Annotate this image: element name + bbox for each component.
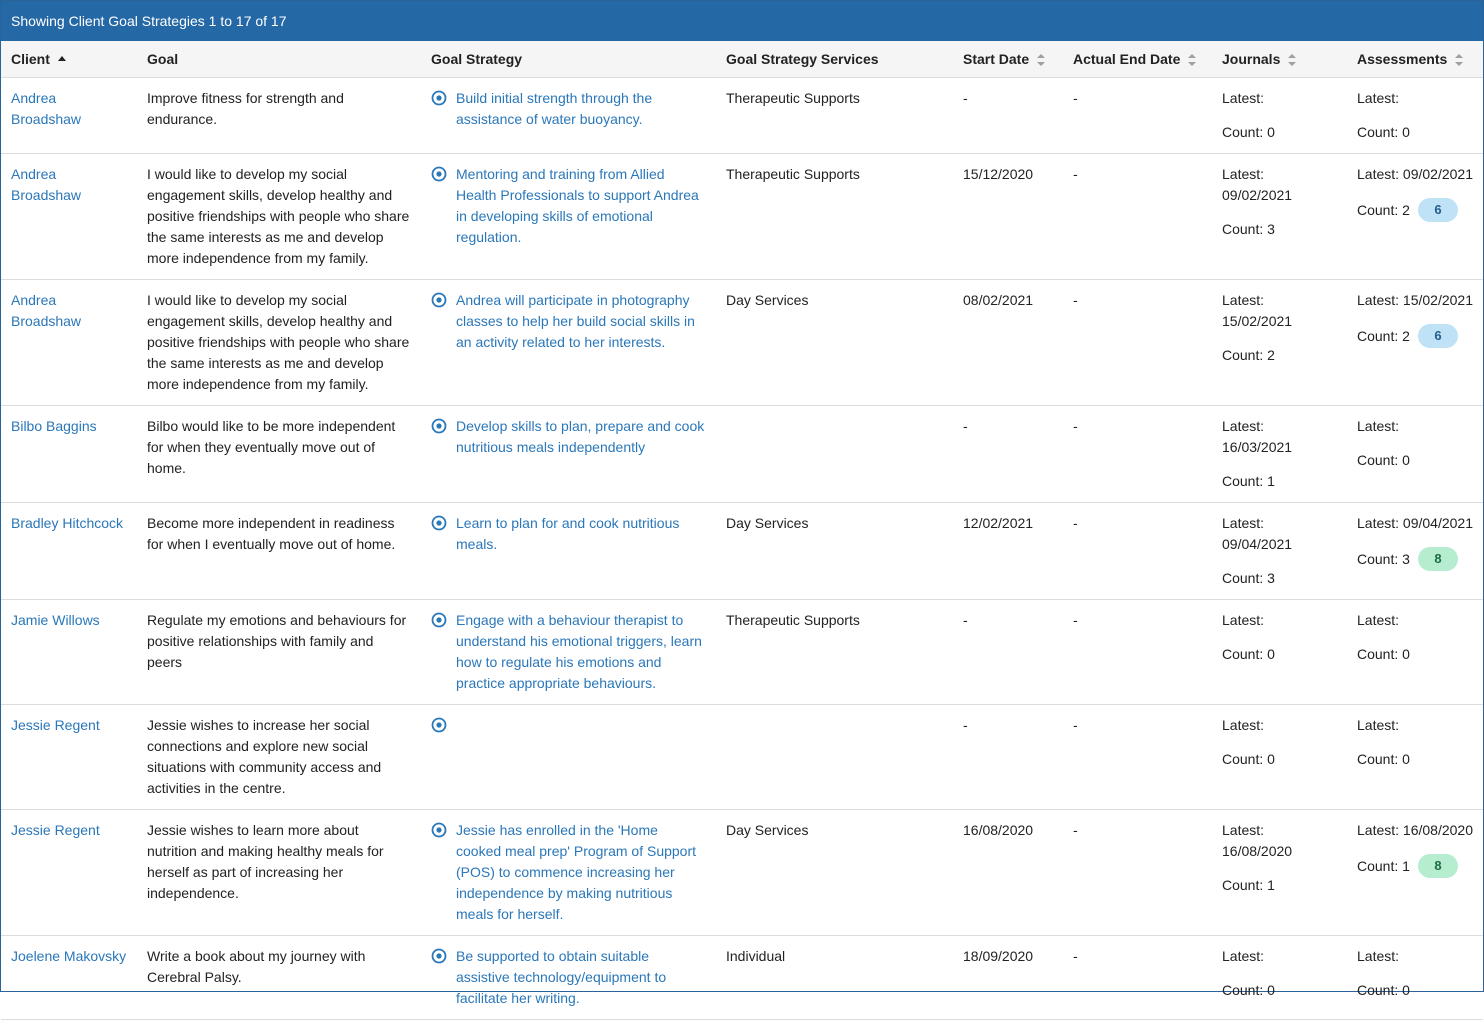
goal-cell: I would like to develop my social engagement skills, develop healthy and positive friendships with people who share the same interests as me and develop more independence from my family.	[137, 280, 421, 406]
start-date-cell: 16/08/2020	[953, 810, 1063, 936]
assessments-cell	[1347, 154, 1483, 280]
client-cell	[1, 810, 137, 936]
table-row	[1, 78, 1483, 154]
target-icon[interactable]	[431, 90, 447, 106]
sort-arrows-icon	[1037, 54, 1045, 66]
client-link[interactable]: Andrea Broadshaw	[11, 292, 82, 329]
assessments-cell	[1347, 705, 1483, 810]
strategy-link[interactable]: Develop skills to plan, prepare and cook nutritious meals independently	[456, 418, 705, 455]
journals-cell	[1212, 406, 1347, 503]
strategy-link[interactable]: Learn to plan for and cook nutritious meals.	[456, 515, 680, 552]
end-date-cell: -	[1063, 810, 1212, 936]
services-cell: Individual	[716, 936, 953, 1020]
services-cell	[716, 406, 953, 503]
column-header-goal: Goal	[137, 41, 421, 78]
assessments-latest: Latest:	[1357, 612, 1400, 628]
column-header-assessments[interactable]: Assessments	[1347, 41, 1483, 78]
assessments-count: Count: 1 8	[1357, 854, 1473, 878]
assessments-latest: Latest:	[1357, 717, 1400, 733]
assessments-cell	[1347, 503, 1483, 600]
journals-count: Count: 0	[1222, 124, 1275, 140]
sort-arrows-icon	[1455, 54, 1463, 66]
strategy-link[interactable]: Jessie has enrolled in the 'Home cooked meal prep' Program of Support (POS) to commence increasing her independence by making nutritious meals for herself.	[456, 822, 697, 922]
services-cell	[716, 705, 953, 810]
assessments-count: Count: 2 6	[1357, 198, 1473, 222]
services-cell: Therapeutic Supports	[716, 600, 953, 705]
column-header-start-date[interactable]: Start Date	[953, 41, 1063, 78]
journals-latest: Latest: 15/02/2021	[1222, 292, 1293, 329]
client-cell	[1, 600, 137, 705]
column-header-services: Goal Strategy Services	[716, 41, 953, 78]
client-link[interactable]: Bradley Hitchcock	[11, 515, 124, 531]
journals-count: Count: 0	[1222, 751, 1275, 767]
services-cell: Day Services	[716, 810, 953, 936]
assessments-count: Count: 3 8	[1357, 547, 1473, 571]
target-icon[interactable]	[431, 717, 447, 733]
strategy-cell	[421, 280, 716, 406]
table-row	[1, 280, 1483, 406]
client-cell	[1, 503, 137, 600]
assessments-latest: Latest: 09/02/2021	[1357, 166, 1473, 182]
assessments-latest: Latest: 15/02/2021	[1357, 292, 1473, 308]
journals-count: Count: 0	[1222, 982, 1275, 998]
sort-asc-icon	[58, 56, 66, 61]
table-row	[1, 154, 1483, 280]
strategy-cell	[421, 78, 716, 154]
table-row	[1, 600, 1483, 705]
goal-cell: Regulate my emotions and behaviours for positive relationships with family and peers	[137, 600, 421, 705]
strategy-link[interactable]: Be supported to obtain suitable assistive technology/equipment to facilitate her writing.	[456, 948, 667, 1006]
client-cell	[1, 280, 137, 406]
end-date-cell: -	[1063, 280, 1212, 406]
assessments-count: Count: 0	[1357, 124, 1410, 140]
assessments-cell	[1347, 936, 1483, 1020]
table-row	[1, 406, 1483, 503]
target-icon[interactable]	[431, 948, 447, 964]
strategy-cell	[421, 810, 716, 936]
journals-count: Count: 1	[1222, 473, 1275, 489]
assessment-badge[interactable]: 8	[1418, 547, 1458, 571]
strategy-link[interactable]: Build initial strength through the assistance of water buoyancy.	[456, 90, 653, 127]
assessments-latest: Latest:	[1357, 90, 1400, 106]
client-cell	[1, 936, 137, 1020]
journals-cell	[1212, 78, 1347, 154]
journals-cell	[1212, 810, 1347, 936]
journals-latest: Latest:	[1222, 948, 1265, 964]
end-date-cell: -	[1063, 406, 1212, 503]
assessments-count: Count: 0	[1357, 751, 1410, 767]
start-date-cell: 15/12/2020	[953, 154, 1063, 280]
start-date-cell: -	[953, 600, 1063, 705]
client-link[interactable]: Jessie Regent	[11, 822, 100, 838]
target-icon[interactable]	[431, 515, 447, 531]
assessments-cell	[1347, 78, 1483, 154]
start-date-cell: -	[953, 78, 1063, 154]
journals-cell	[1212, 600, 1347, 705]
goal-cell: Bilbo would like to be more independent for when they eventually move out of home.	[137, 406, 421, 503]
end-date-cell: -	[1063, 705, 1212, 810]
goal-cell: Improve fitness for strength and endurance.	[137, 78, 421, 154]
strategy-cell	[421, 600, 716, 705]
assessments-cell	[1347, 600, 1483, 705]
assessments-latest: Latest: 16/08/2020	[1357, 822, 1473, 838]
journals-latest: Latest: 16/08/2020	[1222, 822, 1293, 859]
journals-count: Count: 0	[1222, 646, 1275, 662]
column-header-client[interactable]: Client	[1, 41, 137, 78]
end-date-cell: -	[1063, 600, 1212, 705]
end-date-cell: -	[1063, 936, 1212, 1020]
sort-arrows-icon	[1288, 54, 1296, 66]
goal-cell: Write a book about my journey with Cerebral Palsy.	[137, 936, 421, 1020]
goal-strategies-table	[1, 41, 1483, 1020]
assessments-count: Count: 2 6	[1357, 324, 1473, 348]
table-body	[1, 78, 1483, 1020]
journals-latest: Latest: 09/02/2021	[1222, 166, 1293, 203]
goal-cell: Jessie wishes to increase her social connections and explore new social situations with community access and activities in the centre.	[137, 705, 421, 810]
start-date-cell: 12/02/2021	[953, 503, 1063, 600]
journals-count: Count: 3	[1222, 221, 1275, 237]
sort-arrows-icon	[1188, 54, 1196, 66]
journals-cell	[1212, 154, 1347, 280]
journals-cell	[1212, 936, 1347, 1020]
client-link[interactable]: Jamie Willows	[11, 612, 100, 628]
column-header-strategy: Goal Strategy	[421, 41, 716, 78]
target-icon[interactable]	[431, 166, 447, 182]
assessments-count: Count: 0	[1357, 982, 1410, 998]
journals-cell	[1212, 280, 1347, 406]
client-link[interactable]: Jessie Regent	[11, 717, 100, 733]
journals-cell	[1212, 705, 1347, 810]
journals-latest: Latest:	[1222, 717, 1265, 733]
services-cell: Therapeutic Supports	[716, 78, 953, 154]
assessments-latest: Latest: 09/04/2021	[1357, 515, 1473, 531]
services-cell: Therapeutic Supports	[716, 154, 953, 280]
strategy-cell	[421, 705, 716, 810]
client-cell	[1, 705, 137, 810]
client-cell	[1, 78, 137, 154]
assessments-latest: Latest:	[1357, 948, 1400, 964]
client-link[interactable]: Andrea Broadshaw	[11, 90, 82, 127]
assessments-cell	[1347, 280, 1483, 406]
assessments-latest: Latest:	[1357, 418, 1400, 434]
table-row	[1, 810, 1483, 936]
strategy-cell	[421, 936, 716, 1020]
goal-cell: I would like to develop my social engagement skills, develop healthy and positive friendships with people who share the same interests as me and develop more independence from my family.	[137, 154, 421, 280]
client-cell	[1, 406, 137, 503]
journals-latest: Latest:	[1222, 90, 1265, 106]
goal-cell: Become more independent in readiness for when I eventually move out of home.	[137, 503, 421, 600]
strategy-link[interactable]: Andrea will participate in photography classes to help her build social skills in an activity related to her interests.	[456, 292, 695, 350]
start-date-cell: -	[953, 705, 1063, 810]
journals-latest: Latest: 16/03/2021	[1222, 418, 1293, 455]
goal-cell: Jessie wishes to learn more about nutrition and making healthy meals for herself as part of increasing her independence.	[137, 810, 421, 936]
table-header-row	[1, 41, 1483, 78]
assessments-cell	[1347, 810, 1483, 936]
end-date-cell: -	[1063, 503, 1212, 600]
strategy-cell	[421, 503, 716, 600]
journals-count: Count: 3	[1222, 570, 1275, 586]
end-date-cell: -	[1063, 78, 1212, 154]
target-icon[interactable]	[431, 292, 447, 308]
client-link[interactable]: Andrea Broadshaw	[11, 166, 82, 203]
target-icon[interactable]	[431, 418, 447, 434]
start-date-cell: -	[953, 406, 1063, 503]
table-row	[1, 936, 1483, 1020]
table-row	[1, 705, 1483, 810]
end-date-cell: -	[1063, 154, 1212, 280]
panel-title: Showing Client Goal Strategies 1 to 17 of 17	[1, 1, 1483, 41]
services-cell: Day Services	[716, 503, 953, 600]
table-row	[1, 503, 1483, 600]
services-cell: Day Services	[716, 280, 953, 406]
journals-latest: Latest:	[1222, 612, 1265, 628]
column-header-end-date[interactable]: Actual End Date	[1063, 41, 1212, 78]
strategy-cell	[421, 406, 716, 503]
journals-count: Count: 2	[1222, 347, 1275, 363]
strategy-link[interactable]: Engage with a behaviour therapist to understand his emotional triggers, learn how to regulate his emotions and practice appropriate behaviours.	[456, 612, 702, 691]
assessments-cell	[1347, 406, 1483, 503]
journals-cell	[1212, 503, 1347, 600]
assessments-count: Count: 0	[1357, 452, 1410, 468]
start-date-cell: 08/02/2021	[953, 280, 1063, 406]
target-icon[interactable]	[431, 612, 447, 628]
strategy-link[interactable]: Mentoring and training from Allied Health Professionals to support Andrea in developing skills of emotional regulation.	[456, 166, 699, 245]
client-cell	[1, 154, 137, 280]
assessment-badge[interactable]: 8	[1418, 854, 1458, 878]
target-icon[interactable]	[431, 822, 447, 838]
assessments-count: Count: 0	[1357, 646, 1410, 662]
client-link[interactable]: Joelene Makovsky	[11, 948, 127, 964]
column-header-journals[interactable]: Journals	[1212, 41, 1347, 78]
journals-latest: Latest: 09/04/2021	[1222, 515, 1293, 552]
journals-count: Count: 1	[1222, 877, 1275, 893]
strategy-cell	[421, 154, 716, 280]
start-date-cell: 18/09/2020	[953, 936, 1063, 1020]
assessment-badge[interactable]: 6	[1418, 198, 1458, 222]
assessment-badge[interactable]: 6	[1418, 324, 1458, 348]
client-link[interactable]: Bilbo Baggins	[11, 418, 97, 434]
